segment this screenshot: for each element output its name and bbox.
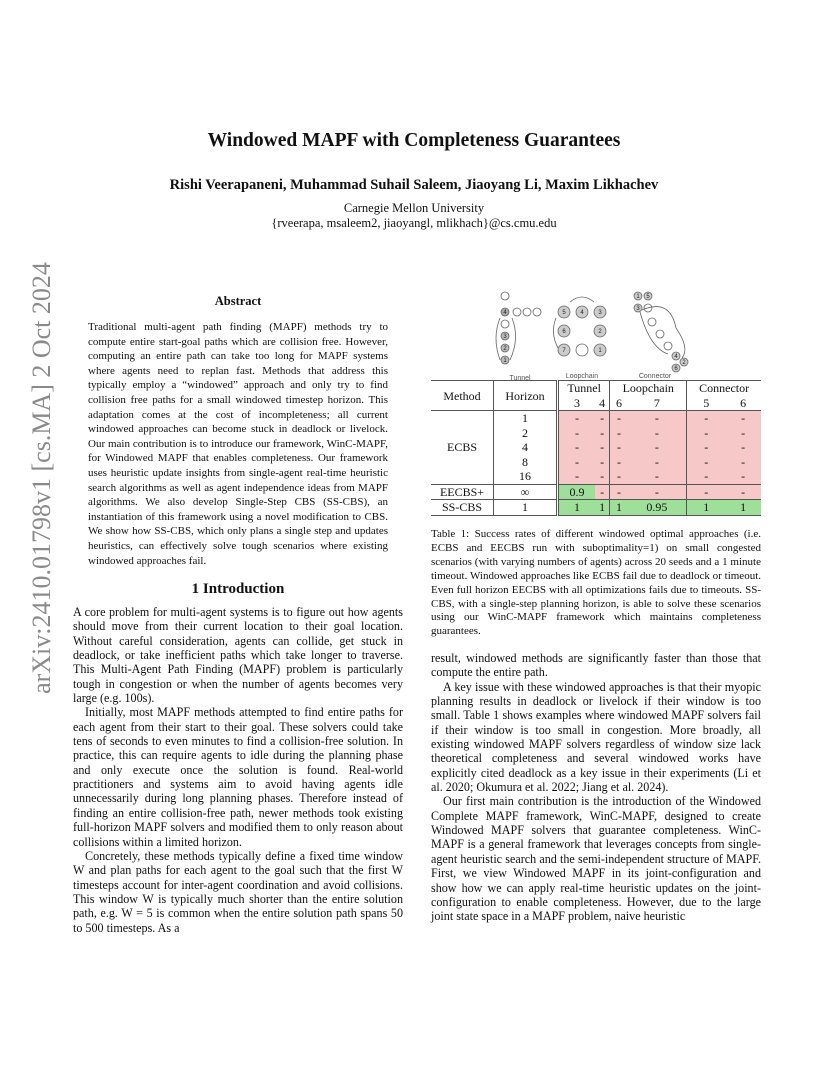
table-row bbox=[431, 484, 761, 500]
cell-horizon: 2 bbox=[494, 426, 558, 441]
cell-horizon: 1 bbox=[494, 500, 558, 516]
subcol: 7 bbox=[628, 396, 687, 411]
cell: - bbox=[628, 440, 687, 455]
cell: - bbox=[628, 426, 687, 441]
intro-paragraph-3: Concretely, these methods typically define a fixed time window W and plan paths for each agent to the goal such that the first W timesteps account for inter-agent coordination and avoid collisions. This window W is typically much shorter than the entire solution path, e.g. W = 5 is common when the entire solution path spans 50 to 500 timesteps. As a bbox=[73, 848, 403, 935]
cell: - bbox=[558, 469, 596, 484]
paper-authors: Rishi Veerapaneni, Muhammad Suhail Saleem, Jiaoyang Li, Maxim Likhachev bbox=[169, 177, 659, 193]
cell: - bbox=[725, 426, 761, 441]
svg-text:4: 4 bbox=[674, 354, 678, 360]
cell-horizon: 4 bbox=[494, 440, 558, 455]
cell: - bbox=[610, 426, 628, 441]
svg-text:5: 5 bbox=[562, 310, 566, 316]
cell: 1 bbox=[687, 500, 726, 516]
table-row bbox=[431, 411, 761, 426]
left-column-text bbox=[73, 605, 403, 935]
cell-method: EECBS+ bbox=[431, 484, 494, 500]
affiliation: Carnegie Mellon University bbox=[343, 201, 485, 215]
arxiv-identifier: arXiv:2410.01798v1 [cs.MA] 2 Oct 2024 bbox=[27, 262, 56, 694]
svg-text:1: 1 bbox=[598, 348, 602, 354]
cell: 1 bbox=[595, 500, 610, 516]
results-table bbox=[431, 380, 761, 516]
cell-method: ECBS bbox=[446, 440, 477, 455]
intro-paragraph-2: Initially, most MAPF methods attempted to find entire paths for each agent from their start to their goal. These solvers could take tens of seconds to even minutes to find a collision-free solution. In practice, this can require agents to idle during the planning phase and only execute once the solution is found. Real-world practitioners and systems aim to avoid having agents idle unnecessarily during long planning phases. Therefore instead of finding an entire collision-free path, newer methods took existing full-horizon MAPF solvers and modified them to only reason about collisions within a limited horizon. bbox=[73, 705, 403, 849]
cell: - bbox=[628, 469, 687, 484]
cell: - bbox=[725, 469, 761, 484]
cell: - bbox=[628, 484, 687, 500]
cell: 1 bbox=[558, 500, 596, 516]
intro-paragraph-1: A core problem for multi-agent systems is to figure out how agents should move from their current location to their goal location. Without careful consideration, agents can collide, get stuck in deadlock, or take inefficient paths which take longer to traverse. This Multi-Agent Path Finding (MAPF) problem is particularly tough in congestion or when the number of agents becomes very large (e.g. 100s). bbox=[73, 605, 403, 706]
cell: - bbox=[595, 440, 610, 455]
header-horizon: Horizon bbox=[494, 381, 558, 411]
cell-horizon: 8 bbox=[494, 455, 558, 470]
cell: 0.9 bbox=[558, 484, 596, 500]
svg-text:2: 2 bbox=[598, 329, 602, 335]
svg-text:3: 3 bbox=[598, 310, 602, 316]
cell-horizon: ∞ bbox=[494, 484, 558, 500]
cell: - bbox=[595, 411, 610, 426]
cell: - bbox=[558, 440, 596, 455]
cell: - bbox=[628, 455, 687, 470]
cell: - bbox=[725, 484, 761, 500]
svg-text:2: 2 bbox=[682, 360, 686, 366]
subcol: 5 bbox=[687, 396, 726, 411]
header-group-tunnel: Tunnel bbox=[558, 381, 610, 396]
svg-text:1: 1 bbox=[503, 358, 507, 364]
cell-method bbox=[431, 411, 494, 426]
cell-horizon: 16 bbox=[494, 469, 558, 484]
header-method: Method bbox=[431, 381, 494, 411]
header-group-loopchain: Loopchain bbox=[610, 381, 687, 396]
svg-text:1: 1 bbox=[636, 294, 640, 300]
scenario-figure bbox=[490, 288, 700, 383]
figure-label-tunnel: Tunnel bbox=[509, 375, 531, 382]
cell: - bbox=[687, 484, 726, 500]
svg-text:4: 4 bbox=[503, 310, 507, 316]
cell: - bbox=[610, 440, 628, 455]
cell: - bbox=[687, 469, 726, 484]
cell: 1 bbox=[725, 500, 761, 516]
right-paragraph-1: result, windowed methods are significantly faster than those that compute the entire path. bbox=[431, 651, 761, 680]
cell: - bbox=[595, 455, 610, 470]
table-row bbox=[431, 469, 761, 484]
cell-method: SS-CBS bbox=[431, 500, 494, 516]
abstract-body: Traditional multi-agent path finding (MAPF) methods try to compute entire start-goal paths which are collision free. However, computing an entire path can take too long for MAPF systems where agents need to replan fast. Methods that address this typically employ a “windowed” approach and only try to find collision free paths for a small windowed timestep horizon. This adaptation comes at the cost of incompleteness; all current windowed approaches can become stuck in deadlock or livelock. Our main contribution is to introduce our framework, WinC-MAPF, for Windowed MAPF that enables completeness. Our framework uses heuristic update insights from single-agent real-time heuristic search algorithms as well as agent independence ideas from MAPF algorithms. We also develop Single-Step CBS (SS-CBS), an instantiation of this framework using a novel modification to CBS. We show how SS-CBS, which only plans a single step and updates heuristics, can effectively solve tough scenarios where existing windowed approaches fail. bbox=[88, 321, 388, 567]
cell: - bbox=[725, 411, 761, 426]
cell: - bbox=[687, 426, 726, 441]
subcol: 6 bbox=[610, 396, 628, 411]
figure-label-loopchain: Loopchain bbox=[565, 373, 599, 380]
table-row bbox=[431, 500, 761, 516]
cell: - bbox=[610, 411, 628, 426]
arxiv-sidebar bbox=[22, 262, 62, 694]
cell: - bbox=[687, 411, 726, 426]
cell: - bbox=[558, 455, 596, 470]
cell: - bbox=[687, 455, 726, 470]
svg-text:3: 3 bbox=[636, 306, 640, 312]
affiliation-block bbox=[0, 201, 828, 231]
cell-method bbox=[431, 426, 494, 441]
right-paragraph-3: Our first main contribution is the introduction of the Windowed Complete MAPF framework, WinC-MAPF, designed to create Windowed MAPF solvers that guarantee completeness. WinC-MAPF is a general framework that leverages concepts from single-agent heuristic search and the semi-independent structure of MAPF. First, we view Windowed MAPF in its joint-configuration and show how we can apply real-time heuristic updates on the joint-configuration to enable completeness. However, due to the large joint state space in a MAPF problem, naive heuristic bbox=[431, 794, 761, 924]
cell: - bbox=[725, 455, 761, 470]
cell: - bbox=[725, 440, 761, 455]
cell: - bbox=[610, 455, 628, 470]
table-header-row bbox=[431, 381, 761, 396]
svg-text:6: 6 bbox=[562, 329, 566, 335]
right-paragraph-2: A key issue with these windowed approaches is that their myopic planning results in deadlock or livelock if their window is too small. Table 1 shows examples where windowed MAPF solvers fail if their window is too small in congestion. More broadly, all existing windowed MAPF solvers regardless of window size lack theoretical completeness and several windowed works have explicitly cited deadlock as a key issue in their experiments (Li et al. 2020; Okumura et al. 2022; Jiang et al. 2024). bbox=[431, 679, 761, 795]
cell: - bbox=[610, 469, 628, 484]
cell: - bbox=[687, 440, 726, 455]
table-row bbox=[431, 426, 761, 441]
subcol: 6 bbox=[725, 396, 761, 411]
cell: 0.95 bbox=[628, 500, 687, 516]
cell-horizon: 1 bbox=[494, 411, 558, 426]
cell: - bbox=[628, 411, 687, 426]
cell: - bbox=[595, 426, 610, 441]
svg-text:6: 6 bbox=[674, 366, 678, 372]
cell: 1 bbox=[610, 500, 628, 516]
table-row bbox=[431, 440, 761, 455]
section-heading-introduction: 1 Introduction bbox=[191, 581, 285, 597]
svg-text:2: 2 bbox=[503, 346, 507, 352]
svg-text:3: 3 bbox=[503, 334, 507, 340]
svg-text:5: 5 bbox=[646, 294, 650, 300]
author-emails: {rveerapa, msaleem2, jiaoyangl, mlikhach}@cs.cmu.edu bbox=[271, 216, 557, 230]
cell: - bbox=[558, 426, 596, 441]
subcol: 4 bbox=[595, 396, 610, 411]
header-group-connector: Connector bbox=[687, 381, 761, 396]
figure-label-connector: Connector bbox=[638, 373, 672, 380]
cell: - bbox=[558, 411, 596, 426]
table-row bbox=[431, 455, 761, 470]
table-caption: Table 1: Success rates of different windowed optimal approaches (i.e. ECBS and EECBS run with suboptimality=1) on small congested scenarios (with varying numbers of agents) across 20 seeds and a 1 minute timeout. Windowed approaches like ECBS fail due to deadlock or timeout. Even full horizon EECBS with all optimizations fails due to timeouts. SS-CBS, with a single-step planning horizon, is able to solve these scenarios using our WinC-MAPF framework which maintains completeness guarantees. bbox=[431, 528, 761, 638]
cell: - bbox=[595, 469, 610, 484]
svg-text:7: 7 bbox=[562, 348, 566, 354]
right-column-text bbox=[431, 651, 761, 924]
svg-text:4: 4 bbox=[580, 310, 584, 316]
cell-method bbox=[431, 455, 494, 470]
cell-method bbox=[431, 469, 494, 484]
cell: - bbox=[595, 484, 610, 500]
paper-title: Windowed MAPF with Completeness Guarantees bbox=[207, 130, 621, 151]
abstract-heading: Abstract bbox=[214, 294, 262, 308]
subcol: 3 bbox=[558, 396, 596, 411]
cell: - bbox=[610, 484, 628, 500]
